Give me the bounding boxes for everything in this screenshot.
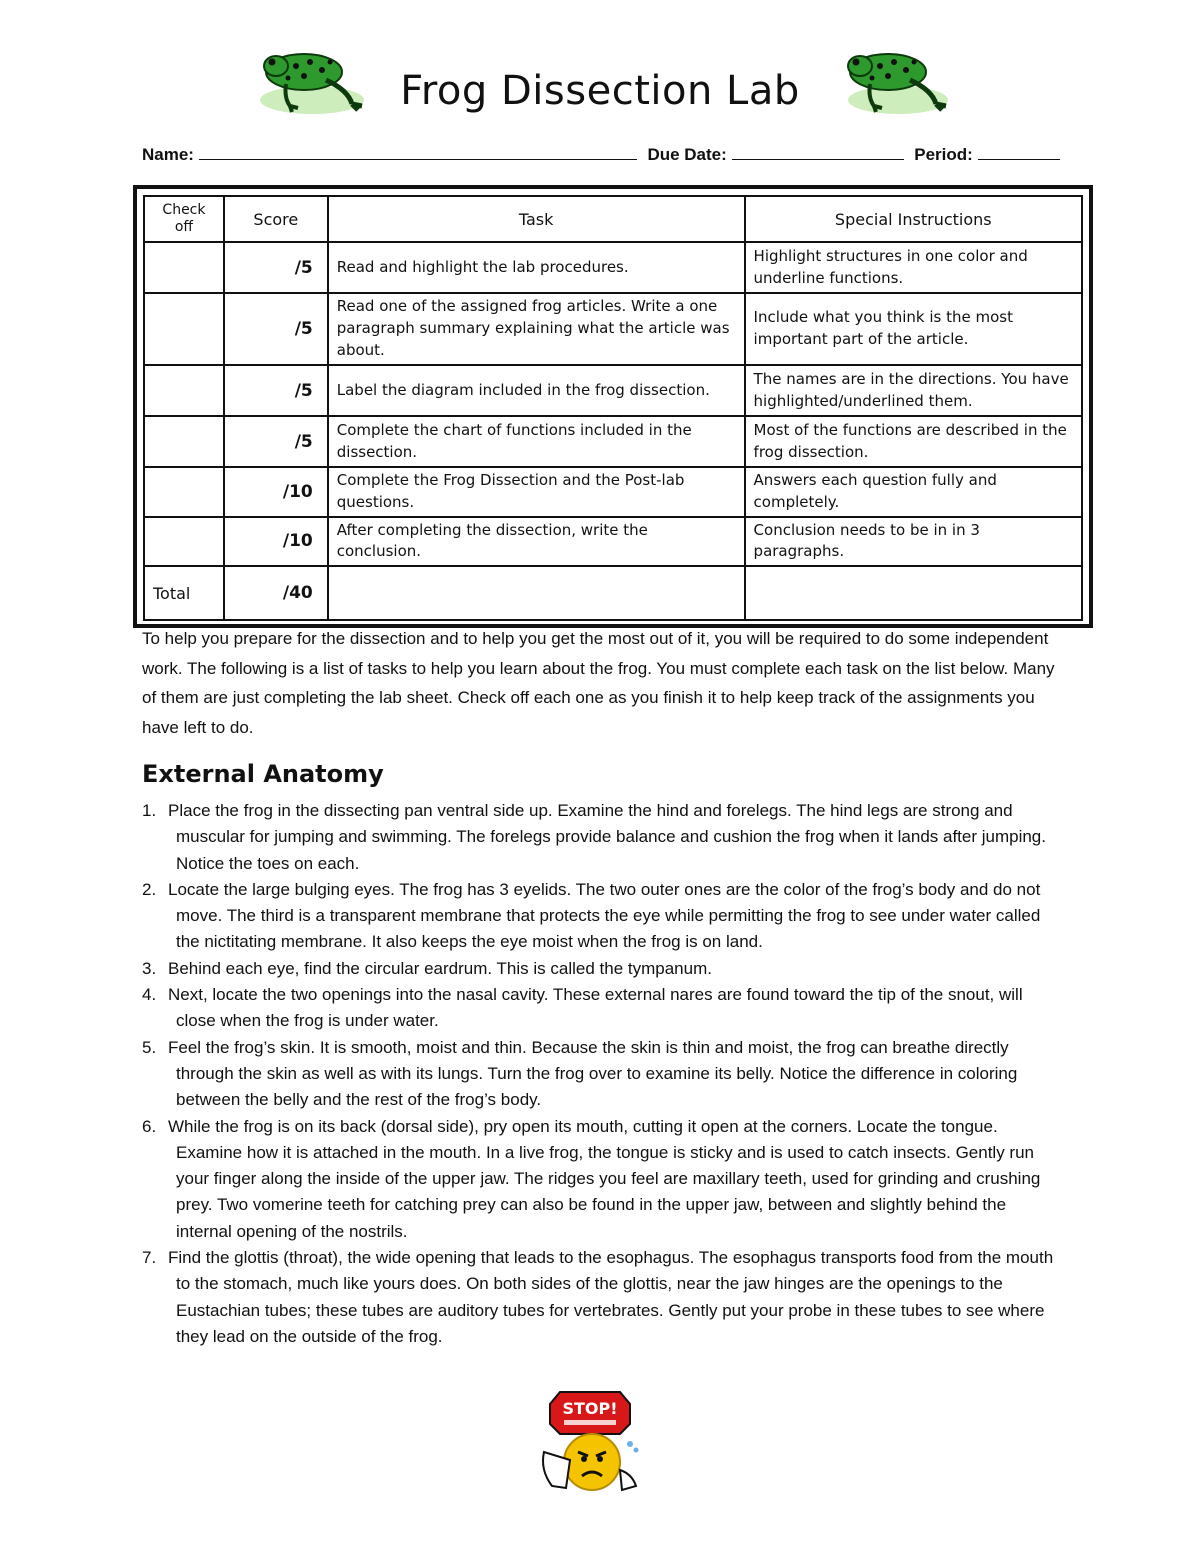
- task-cell: Complete the Frog Dissection and the Post-lab questions.: [328, 467, 745, 517]
- check-off-cell[interactable]: [144, 467, 224, 517]
- task-table: [143, 195, 1083, 621]
- header-special-instructions: Special Instructions: [745, 196, 1082, 242]
- period-label: Period:: [914, 145, 973, 164]
- step-text: Next, locate the two openings into the nasal cavity. These external nares are found toward the tip of the snout, will close when the frog is under water.: [168, 985, 1023, 1031]
- stop-sign-icon: [530, 1390, 650, 1495]
- intro-paragraph: To help you prepare for the dissection and to help you get the most out of it, you will be required to do some independent work. The following is a list of tasks to help you learn about the frog. You must complete each task on the list below. Many of them are just completing the lab sheet. Check off each one as you finish it to help keep track of the assignments you have left to do.: [142, 629, 1055, 737]
- list-item: [142, 877, 1062, 956]
- header-task: Task: [328, 196, 745, 242]
- step-text: While the frog is on its back (dorsal side), pry open its mouth, cutting it open at the corners. Locate the tongue. Examine how it is attached in the mouth. In a live frog, the tongue is sticky and is used to catch insects. Gently run your finger along the inside of the upper jaw. The ridges you feel are maxillary teeth, used for grinding and crushing prey. Two vomerine teeth for catching prey can also be found in the upper jaw, between and slightly behind the internal opening of the nostrils.: [168, 1116, 1041, 1241]
- step-number: 1.: [142, 801, 157, 820]
- period-field[interactable]: [978, 143, 1060, 160]
- student-info-line: [142, 143, 1062, 165]
- instructions-cell: Most of the functions are described in the frog dissection.: [745, 416, 1082, 467]
- table-row: [144, 242, 1082, 293]
- list-item: [142, 1114, 1062, 1245]
- table-row: [144, 365, 1082, 416]
- stop-sign-text: STOP!: [562, 1399, 618, 1418]
- step-number: 2.: [142, 879, 157, 899]
- procedure-list: [142, 798, 1062, 1350]
- instructions-cell: Highlight structures in one color and underline functions.: [745, 242, 1082, 293]
- list-item: [142, 956, 1062, 982]
- check-off-cell[interactable]: [144, 293, 224, 365]
- task-cell: Read and highlight the lab procedures.: [328, 242, 745, 293]
- step-text: Place the frog in the dissecting pan ventral side up. Examine the hind and forelegs. The hind legs are strong and muscular for jumping and swimming. The forelegs provide balance and cushion the frog when it lands after jumping. Notice the toes on each.: [168, 801, 1046, 873]
- check-off-cell[interactable]: [144, 242, 224, 293]
- step-number: 5.: [142, 1037, 157, 1057]
- score-cell: /10: [224, 517, 328, 567]
- instructions-cell: The names are in the directions. You have highlighted/underlined them.: [745, 365, 1082, 416]
- instructions-cell: Conclusion needs to be in in 3 paragraphs.: [745, 517, 1082, 567]
- table-row: [144, 467, 1082, 517]
- total-task-cell: [328, 566, 745, 620]
- step-text: Locate the large bulging eyes. The frog has 3 eyelids. The two outer ones are the color of the frog’s body and do not move. The third is a transparent membrane that protects the eye while permitting the frog to see under water called the nictitating membrane. It also keeps the eye moist when the frog is on land.: [168, 879, 1041, 952]
- score-cell: /5: [224, 416, 328, 467]
- instructions-cell: Include what you think is the most important part of the article.: [745, 293, 1082, 365]
- check-off-cell[interactable]: [144, 416, 224, 467]
- name-field[interactable]: [199, 143, 637, 160]
- step-number: 7.: [142, 1248, 157, 1268]
- score-cell: /5: [224, 293, 328, 365]
- instructions-cell: Answers each question fully and completely.: [745, 467, 1082, 517]
- list-item: [142, 1035, 1062, 1114]
- step-number: 4.: [142, 985, 157, 1005]
- task-cell: Read one of the assigned frog articles. Write a one paragraph summary explaining what the article was about.: [328, 293, 745, 365]
- step-text: Feel the frog’s skin. It is smooth, moist and thin. Because the skin is thin and moist, the frog can breathe directly through the skin as well as with its lungs. Turn the frog over to examine its belly. Notice the difference in coloring between the belly and the rest of the frog’s body.: [168, 1037, 1018, 1110]
- table-row: [144, 293, 1082, 365]
- step-number: 6.: [142, 1116, 157, 1136]
- total-instructions-cell: [745, 566, 1082, 620]
- total-label: Total: [144, 566, 224, 620]
- page-title: Frog Dissection Lab: [400, 68, 800, 114]
- total-row: [144, 566, 1082, 620]
- list-item: [142, 1245, 1062, 1350]
- task-table-frame: [133, 185, 1093, 628]
- table-row: [144, 416, 1082, 467]
- check-off-cell[interactable]: [144, 365, 224, 416]
- score-cell: /5: [224, 242, 328, 293]
- table-header-row: [144, 196, 1082, 242]
- due-date-field[interactable]: [732, 143, 904, 160]
- step-text: Behind each eye, find the circular eardrum. This is called the tympanum.: [168, 958, 712, 978]
- name-label: Name:: [142, 145, 194, 164]
- step-text: Find the glottis (throat), the wide opening that leads to the esophagus. The esophagus transports food from the mouth to the stomach, much like yours does. On both sides of the glottis, near the jaw hinges are the openings to the Eustachian tubes; these tubes are auditory tubes for vertebrates. Gently put your probe in these tubes to see where they lead on the outside of the frog.: [168, 1248, 1054, 1346]
- table-row: [144, 517, 1082, 567]
- list-item: [142, 982, 1062, 1035]
- header-score: Score: [224, 196, 328, 242]
- score-cell: /10: [224, 467, 328, 517]
- header-check-off: Check off: [144, 196, 224, 242]
- due-date-label: Due Date:: [647, 145, 727, 164]
- task-cell: After completing the dissection, write the conclusion.: [328, 517, 745, 567]
- step-number: 3.: [142, 958, 157, 978]
- task-cell: Complete the chart of functions included in the dissection.: [328, 416, 745, 467]
- section-heading: External Anatomy: [142, 760, 384, 788]
- check-off-cell[interactable]: [144, 517, 224, 567]
- list-item: [142, 798, 1062, 877]
- task-cell: Label the diagram included in the frog dissection.: [328, 365, 745, 416]
- score-cell: /5: [224, 365, 328, 416]
- total-score: /40: [224, 566, 328, 620]
